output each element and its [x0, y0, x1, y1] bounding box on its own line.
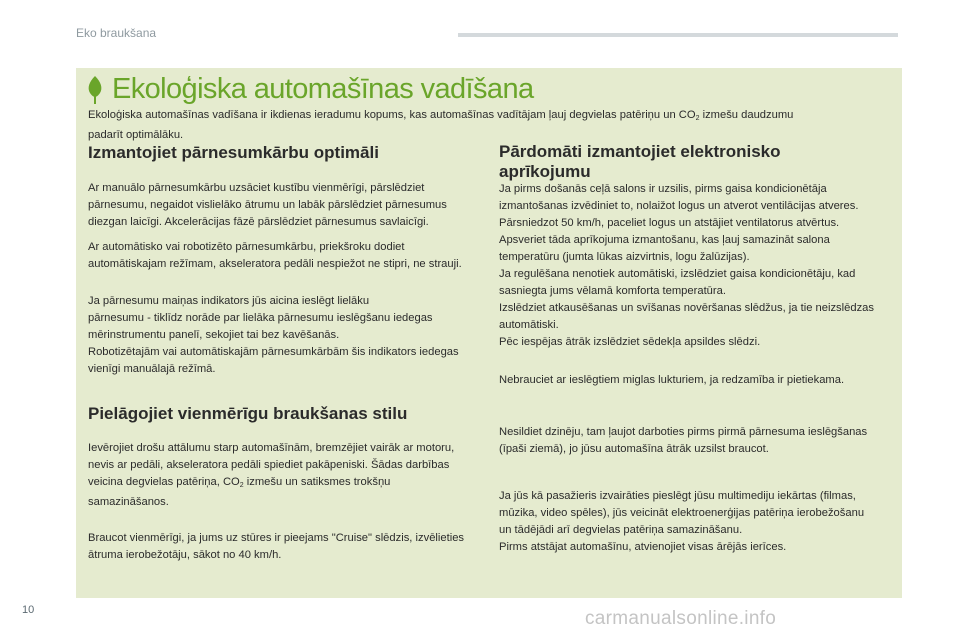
multimedia-line-1: Ja jūs kā pasažieris izvairāties pieslēgt jūsu multimediju iekārtas (filmas, mūzika, video spēles), jūs veicināt elektroenerģijas patēriņa ierobežošanu un tādējādi arī degvielas patēriņa samazināšanu. [499, 490, 865, 536]
intro-rest: izmešu daudzumu [699, 109, 794, 121]
electronics-heading-line2: aprīkojumu [499, 162, 591, 181]
multimedia-paragraph [499, 488, 879, 556]
electronics-line-6: Pēc iespējas ātrāk izslēdziet sēdekļa apsildes slēdzi. [499, 336, 761, 348]
electronics-line-5: Izslēdziet atkausēšanas un svīšanas novēršanas slēdžus, ja tie neizslēdzas automātiski. [499, 302, 874, 331]
intro-text [88, 107, 888, 144]
electronics-line-4: Ja regulēšana nenotiek automātiski, izslēdziet gaisa kondicionētāju, kad sasniegta jums vēlamā komforta temperatūra. [499, 268, 856, 297]
style-p1-subscript: 2 [239, 482, 244, 489]
intro-line2: padarīt optimālāku. [88, 129, 184, 141]
panel-title: Ekoloģiska automašīnas vadīšana [112, 73, 534, 105]
gears-paragraph-2: Ar automātisko vai robotizēto pārnesumkārbu, priekšroku dodiet automātiskajam režīmam, akseleratora pedāli nespiežot ne stipri, ne strauji. [88, 241, 462, 270]
gears-heading: Izmantojiet pārnesumkārbu optimāli [88, 143, 379, 162]
gears-p3-line2: pārnesumu - tiklīdz norāde par lielāka pārnesumu ieslēgšanu iedegas mērinstrumentu panelī, sekojiet tai bez kavēšanās. [88, 312, 433, 341]
driving-style-heading: Pielāgojiet vienmērīgu braukšanas stilu [88, 404, 408, 423]
electronics-line-1: Ja pirms došanās ceļā salons ir uzsilis, pirms gaisa kondicionētāja izmantošanas izvēdiniet to, nolaižot logus un atverot ventilācijas atveres. [499, 183, 859, 212]
intro-main: Ekoloģiska automašīnas vadīšana ir ikdienas ieradumu kopums, kas automašīnas vadītājam ļauj degvielas patēriņu un CO [88, 109, 696, 121]
style-p1-main: Ievērojiet drošu attālumu starp automašīnām, bremzējiet vairāk ar motoru, nevis ar pedāli, akseleratora pedāli spiediet pakāpeniski. Šādas darbības veicina degvielas patēriņa, CO [88, 442, 455, 488]
gears-paragraph-3 [88, 293, 468, 378]
multimedia-line-2: Pirms atstājat automašīnu, atvienojiet visas ārējās ierīces. [499, 541, 787, 553]
style-p1-rest: izmešu un satiksmes trokšņu samazināšanos. [88, 476, 391, 508]
electronics-line-2: Pārsniedzot 50 km/h, paceliet logus un atstājiet ventilatorus atvērtus. [499, 217, 840, 229]
gears-paragraph-1: Ar manuālo pārnesumkārbu uzsāciet kustību vienmērīgi, pārslēdziet pārnesumu, negaidot vislielāko ātrumu un labāk pārslēdziet pārnesumus diezgan laicīgi. Akcelerācijas fāzē pārslēdziet pārnesumus savlaicīgi. [88, 182, 447, 228]
style-paragraph-1 [88, 440, 468, 511]
watermark-text: carmanualsonline.info [585, 608, 777, 629]
engine-warmup-paragraph: Nesildiet dzinēju, tam ļaujot darboties pirms pirmā pārnesuma ieslēgšanas (īpaši ziemā), jo jūsu automašīna ātrāk uzsilst braucot. [499, 426, 868, 455]
gears-p3-line1: Ja pārnesumu maiņas indikators jūs aicina ieslēgt lielāku [88, 295, 370, 307]
fog-lights-paragraph: Nebrauciet ar ieslēgtiem miglas lukturiem, ja redzamība ir pietiekama. [499, 374, 845, 386]
gears-p3-line3: Robotizētajām vai automātiskajām pārnesumkārbām šis indikators iedegas vienīgi manuālajā režīmā. [88, 346, 459, 375]
electronics-heading-line1: Pārdomāti izmantojiet elektronisko [499, 142, 781, 161]
section-title: Eko braukšana [76, 26, 157, 40]
header-divider-bar [458, 33, 898, 37]
style-paragraph-2: Braucot vienmērīgi, ja jums uz stūres ir pieejams "Cruise" slēdzis, izvēlieties ātruma ierobežotāju, sākot no 40 km/h. [88, 532, 465, 561]
electronics-line-3: Apsveriet tāda aprīkojuma izmantošanu, kas ļauj samazināt salona temperatūru (jumta lūkas aizvirtnis, logu žalūzijas). [499, 234, 830, 263]
page-number: 10 [22, 604, 35, 616]
leaf-icon [84, 74, 106, 106]
electronics-paragraph [499, 181, 879, 351]
intro-subscript: 2 [695, 115, 700, 122]
electronics-heading [499, 142, 781, 182]
